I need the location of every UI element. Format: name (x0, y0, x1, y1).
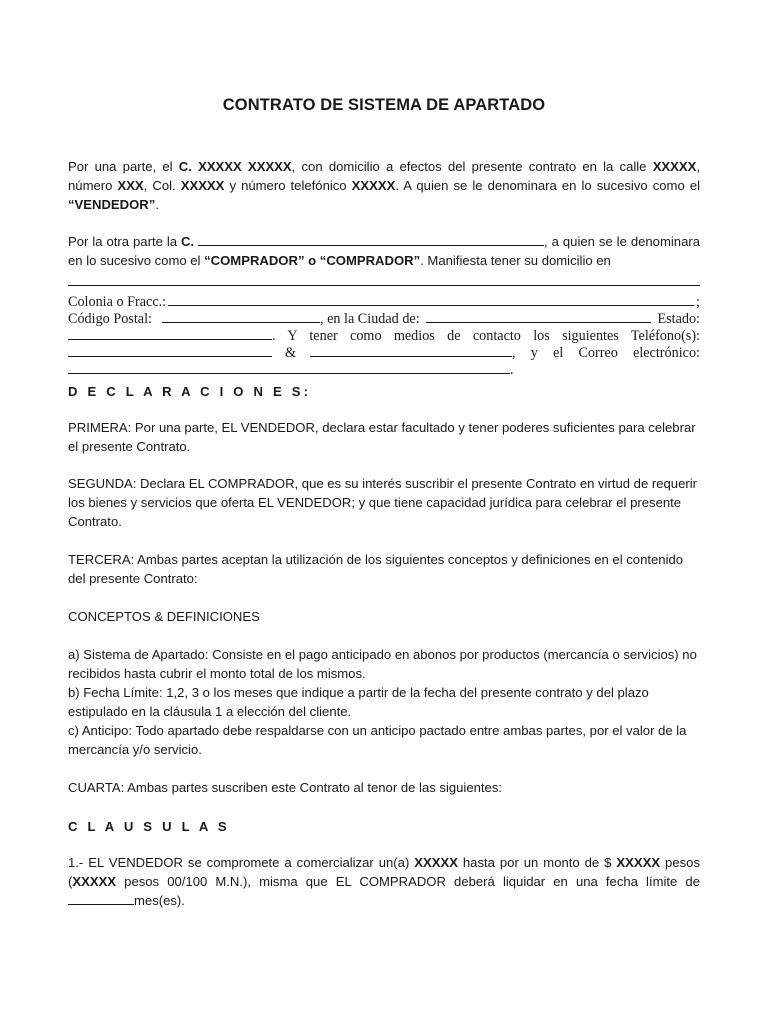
phone-email-row: & , y el Correo electrónico: (68, 344, 700, 361)
postal-code-blank[interactable] (162, 310, 320, 323)
definition-a: a) Sistema de Apartado: Consiste en el pago anticipado en abonos por productos (mercancía o servicios) no recibidos hasta cubrir el monto total de los mismos. (68, 647, 697, 681)
state-blank[interactable] (68, 327, 272, 340)
definition-b: b) Fecha Límite: 1,2, 3 o los meses que indique a partir de la fecha del presente contrato y del plazo estipulado en la cláusula 1 a elección del cliente. (68, 685, 649, 719)
comprador-name-blank[interactable] (198, 233, 544, 246)
email-blank[interactable] (68, 361, 510, 374)
email-row: . (68, 361, 700, 378)
clausula-1: 1.- EL VENDEDOR se compromete a comercializar un(a) XXXXX hasta por un monto de $ XXXXX pesos (XXXXX pesos 00/100 M.N.), misma que EL COMPRADOR deberá liquidar en una fecha límite de mes(es). (68, 855, 700, 908)
address-blank-line[interactable] (68, 269, 700, 286)
declaracion-segunda: SEGUNDA: Declara EL COMPRADOR, que es su interés suscribir el presente Contrato en virtud de requerir los bienes y servicios que oferta EL VENDEDOR; y que tiene capacidad jurídica para celebrar el presente Contrato. (68, 476, 697, 529)
definition-c: c) Anticipo: Todo apartado debe respaldarse con un anticipo pactado entre ambas partes, por el valor de la mercancía y/o servicio. (68, 723, 687, 757)
city-blank[interactable] (426, 310, 652, 323)
phone-2-blank[interactable] (310, 344, 512, 357)
postal-city-state-row: Código Postal: , en la Ciudad de: Estado: (68, 311, 700, 327)
definitions (68, 645, 700, 759)
paragraph-comprador: Por la otra parte la C. , a quien se le denominara en lo sucesivo como el “COMPRADOR” o “COMPRADOR”. Manifiesta tener su domicilio en (68, 234, 700, 268)
declaracion-primera: PRIMERA: Por una parte, EL VENDEDOR, declara estar facultado y tener poderes suficientes para celebrar el presente Contrato. (68, 420, 696, 454)
declaracion-cuarta: CUARTA: Ambas partes suscriben este Contrato al tenor de las siguientes: (68, 780, 503, 795)
clausulas-heading: C L A U S U L A S (68, 819, 230, 834)
colonia-blank[interactable] (168, 293, 694, 306)
phone-1-blank[interactable] (68, 344, 272, 357)
months-blank[interactable] (68, 892, 134, 905)
address-form (68, 276, 700, 378)
document-title: CONTRATO DE SISTEMA DE APARTADO (222, 96, 546, 114)
state-contact-row: . Y tener como medios de contacto los siguientes Teléfono(s): (68, 327, 700, 344)
colonia-row: Colonia o Fracc.: ; (68, 294, 700, 310)
declaracion-tercera: TERCERA: Ambas partes aceptan la utilización de los siguientes conceptos y definiciones en el contenido del presente Contrato: (68, 552, 684, 586)
conceptos-heading: CONCEPTOS & DEFINICIONES (68, 609, 260, 624)
declaraciones-heading: D E C L A R A C I O N E S: (68, 384, 312, 399)
paragraph-vendedor: Por una parte, el C. XXXXX XXXXX, con domicilio a efectos del presente contrato en la calle XXXXX, número XXX, Col. XXXXX y número telefónico XXXXX. A quien se le denominara en lo sucesivo como el “VENDEDOR”. (68, 159, 701, 212)
